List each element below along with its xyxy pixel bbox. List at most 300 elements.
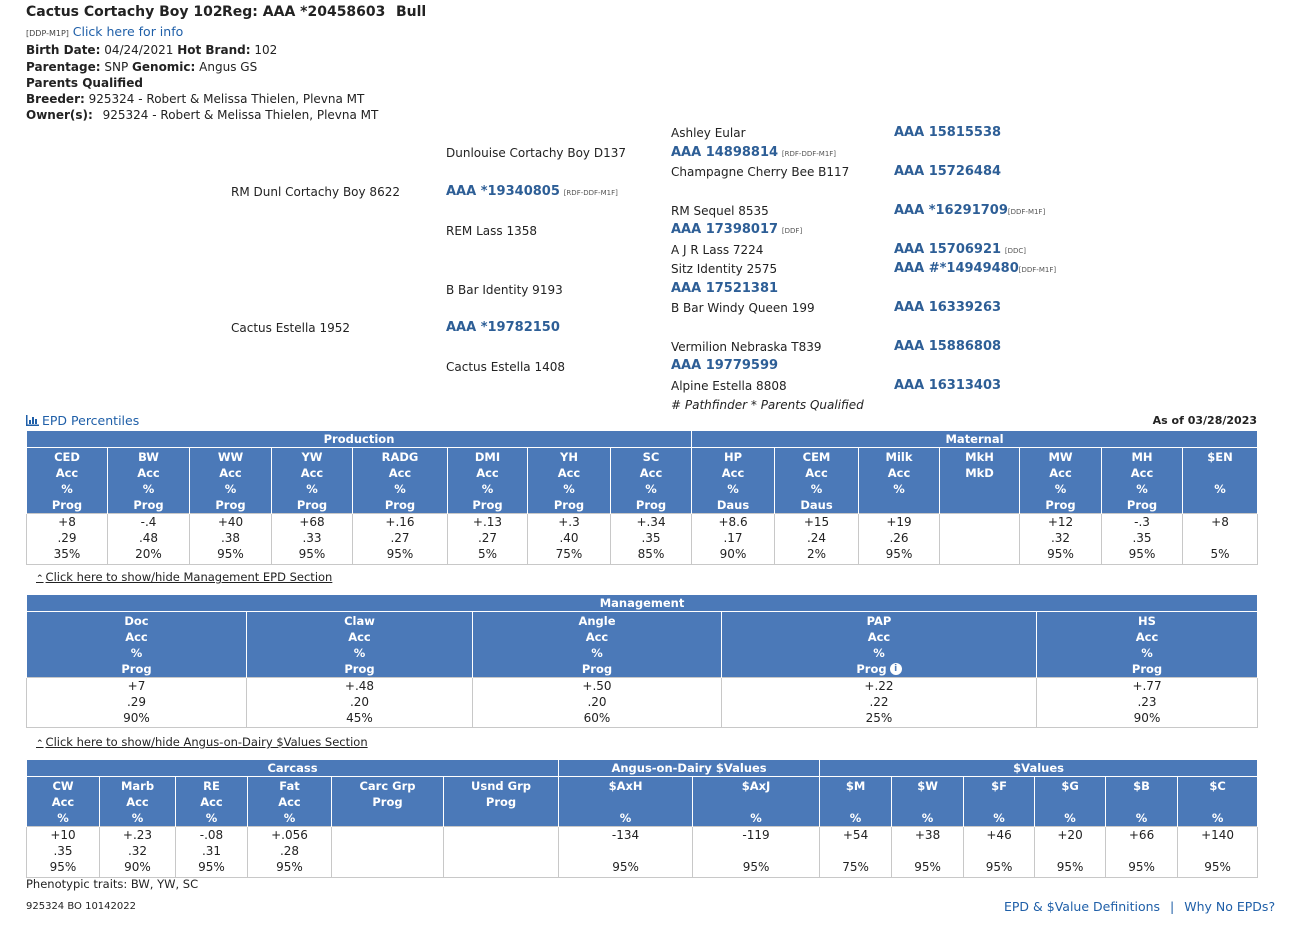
production-value-line: +40 <box>217 514 244 529</box>
production-value-cell <box>27 513 108 564</box>
management-header-line: % <box>130 645 143 660</box>
production-value-line: -.3 <box>1134 514 1150 529</box>
carcass-header-line: $B <box>1133 778 1150 793</box>
owner-value: 925324 - Robert & Melissa Thielen, Plevna MT <box>102 108 379 122</box>
production-value-line: .35 <box>641 530 661 545</box>
management-value-line: .22 <box>869 694 889 709</box>
carcass-value-line: -134 <box>611 827 640 842</box>
carcass-value-cell <box>820 826 892 877</box>
carcass-header-line: Acc <box>200 794 223 809</box>
pedigree-ss-reg[interactable]: AAA 14898814 <box>671 145 779 160</box>
management-value-line: +.50 <box>582 678 612 693</box>
production-header-line: Acc <box>1049 465 1072 480</box>
carcass-header-line: Marb <box>120 778 155 793</box>
production-header-line: Prog <box>133 497 164 512</box>
management-value-line: 25% <box>865 710 893 725</box>
production-value-cell <box>692 513 775 564</box>
carcass-header-cell <box>100 776 176 826</box>
carcass-value-line: +.23 <box>122 827 153 842</box>
production-value-line: -.4 <box>140 514 157 529</box>
pedigree-ssd-name: Champagne Cherry Bee B117 <box>671 165 850 179</box>
production-value-line: 95% <box>298 546 326 561</box>
birth-date-label: Birth Date: <box>26 43 101 57</box>
management-header-line: % <box>353 645 366 660</box>
carcass-header-line: $G <box>1061 778 1079 793</box>
carcass-header-line: Acc <box>126 794 149 809</box>
management-value-line: +7 <box>127 678 146 693</box>
production-header-line: HP <box>723 449 743 464</box>
pedigree-sd-reg[interactable]: AAA 17398017 <box>671 222 779 237</box>
carcass-value-line: 95% <box>1204 859 1231 874</box>
production-header-line: Prog <box>296 497 328 512</box>
production-header-cell <box>528 447 611 513</box>
management-header-line: Doc <box>124 613 149 628</box>
production-header-line: CEM <box>802 449 831 464</box>
pedigree-dss-codes: [DDF-M1F] <box>1018 266 1057 274</box>
carcass-header-line: $M <box>845 778 866 793</box>
epd-percentiles-link[interactable] <box>26 413 139 428</box>
management-value-line: 60% <box>583 710 611 725</box>
management-header-cell <box>473 611 722 677</box>
carcass-header-line: RE <box>203 778 220 793</box>
management-value-line: .20 <box>587 694 607 709</box>
production-header-line: WW <box>217 449 244 464</box>
carcass-header-line: $AxJ <box>741 778 771 793</box>
production-header-line: YW <box>301 449 323 464</box>
production-header-line: % <box>224 481 237 496</box>
animal-sex: Bull <box>396 4 427 20</box>
management-value-line: 45% <box>346 710 373 725</box>
carcass-header-line: % <box>1135 810 1148 825</box>
values-group-header: $Values <box>820 760 1258 776</box>
management-header-line: Prog <box>344 661 375 676</box>
parentage-value: SNP <box>104 60 129 74</box>
pedigree-ddd-name: Alpine Estella 8808 <box>671 379 787 393</box>
carcass-header-cell <box>964 776 1035 826</box>
production-value-cell <box>940 513 1020 564</box>
carcass-value-cell <box>1035 826 1106 877</box>
production-header-cell <box>190 447 272 513</box>
production-value-line: .17 <box>723 530 743 545</box>
pedigree-dd-reg[interactable]: AAA 19779599 <box>671 358 779 373</box>
carcass-header-cell <box>1178 776 1258 826</box>
carcass-value-line: +.056 <box>271 827 308 842</box>
pedigree-dds-reg[interactable]: AAA 15886808 <box>894 339 1002 354</box>
carcass-header-line: % <box>750 810 762 825</box>
hot-brand-value: 102 <box>254 43 278 57</box>
production-header-line: $EN <box>1207 449 1233 464</box>
production-value-line <box>940 530 1019 546</box>
carcass-header-line: % <box>921 810 934 825</box>
info-icon[interactable]: i <box>890 663 902 675</box>
carcass-value-cell <box>444 826 559 877</box>
carcass-header-line <box>964 794 1034 810</box>
carcass-header-line <box>1178 794 1257 810</box>
production-value-cell <box>1020 513 1102 564</box>
pedigree-dss-name: Sitz Identity 2575 <box>671 262 778 276</box>
carcass-value-cell <box>559 826 693 877</box>
management-value-line: +.22 <box>864 678 894 693</box>
management-value-line: +.48 <box>344 678 375 693</box>
production-header-line: Prog <box>215 497 246 512</box>
pedigree-sd-name: REM Lass 1358 <box>446 224 537 238</box>
carcass-header-cell <box>176 776 248 826</box>
production-header-cell <box>27 447 108 513</box>
production-value-line: 2% <box>806 546 827 561</box>
carcass-header-cell <box>892 776 964 826</box>
why-no-epds-link[interactable]: Why No EPDs? <box>1184 899 1276 914</box>
production-header-line: Acc <box>557 465 581 480</box>
carcass-group-header: Carcass <box>27 760 559 776</box>
production-value-line: 95% <box>1047 546 1074 561</box>
as-of-date: As of 03/28/2023 <box>1152 414 1257 427</box>
pedigree-ssd-reg[interactable]: AAA 15726484 <box>894 164 1002 179</box>
management-header-line: Acc <box>1135 629 1159 644</box>
production-header-line: % <box>1214 481 1226 496</box>
carcass-value-line: 95% <box>1128 859 1155 874</box>
production-value-line <box>1183 530 1257 546</box>
production-header-line: Acc <box>137 465 160 480</box>
double-chevron-up-icon: ⌃ <box>36 574 44 584</box>
production-header-line: Milk <box>885 449 913 464</box>
carcass-header-line: % <box>57 810 69 825</box>
carcass-value-line: .28 <box>279 843 300 858</box>
production-value-line: +19 <box>886 514 912 529</box>
pedigree-sds-reg[interactable]: AAA *16291709 <box>894 203 1008 218</box>
carcass-value-line: 95% <box>985 859 1013 874</box>
footer-separator: | <box>1170 899 1175 914</box>
carcass-header-line <box>892 794 963 810</box>
production-header-line: Acc <box>721 465 745 480</box>
production-header-line: % <box>810 481 823 496</box>
production-value-line: +.3 <box>558 514 580 529</box>
management-header-line: Prog <box>121 661 152 676</box>
production-header-cell <box>940 447 1020 513</box>
carcass-value-line <box>444 843 558 859</box>
management-table <box>26 595 1258 728</box>
carcass-header-cell <box>27 776 100 826</box>
pedigree-dd-name: Cactus Estella 1408 <box>446 360 566 374</box>
pedigree-dam-name: Cactus Estella 1952 <box>231 321 351 335</box>
registration-number: Reg: AAA *20458603 <box>222 4 386 20</box>
carcass-value-line <box>332 827 443 843</box>
production-header-line <box>1183 497 1257 513</box>
carcass-value-line <box>693 843 819 859</box>
carcass-value-line: +140 <box>1201 827 1235 842</box>
production-header-line: Daus <box>800 497 833 512</box>
management-header-line: PAP <box>866 613 892 628</box>
management-header-line: Prog <box>1131 661 1163 676</box>
carcass-value-cell <box>1178 826 1258 877</box>
production-header-line <box>859 497 939 513</box>
carcass-header-cell <box>1106 776 1178 826</box>
carcass-value-line: .31 <box>201 843 222 858</box>
management-header-line: Acc <box>348 629 371 644</box>
genetic-codes: [DDP-M1P] <box>26 29 69 38</box>
production-value-cell <box>448 513 528 564</box>
carcass-header-line <box>1035 794 1105 810</box>
carcass-value-line: +10 <box>50 827 76 842</box>
carcass-value-cell <box>1106 826 1178 877</box>
production-value-line: +.13 <box>472 514 503 529</box>
production-value-cell <box>353 513 448 564</box>
maternal-group-header: Maternal <box>692 431 1258 447</box>
carcass-header-cell <box>559 776 693 826</box>
production-header-line: % <box>142 481 155 496</box>
production-header-line: Daus <box>716 497 750 512</box>
management-value-cell <box>722 677 1037 727</box>
production-header-cell <box>108 447 190 513</box>
pedigree-ds-name: B Bar Identity 9193 <box>446 283 563 297</box>
carcass-header-line: Prog <box>372 794 403 809</box>
pedigree-dam-reg[interactable]: AAA *19782150 <box>446 320 560 335</box>
production-value-line: +8 <box>1211 514 1229 529</box>
management-toggle-label: Click here to show/hide Management EPD Section <box>45 570 333 584</box>
carcass-value-line: 95% <box>276 859 303 874</box>
genomic-value: Angus GS <box>199 60 258 74</box>
management-value-cell <box>1037 677 1258 727</box>
production-value-line: 5% <box>1210 546 1230 561</box>
management-value-cell <box>247 677 473 727</box>
info-link[interactable]: Click here for info <box>72 24 184 39</box>
pedigree-sdd-codes: [DDC] <box>1004 247 1027 255</box>
production-header-line: Prog <box>553 497 585 512</box>
carcass-value-line: 95% <box>1056 859 1084 874</box>
production-header-line: % <box>563 481 575 496</box>
production-value-cell <box>108 513 190 564</box>
carcass-value-line: -.08 <box>199 827 224 842</box>
management-header-line: Acc <box>867 629 891 644</box>
production-value-line: +12 <box>1047 514 1074 529</box>
carcass-header-line <box>332 810 443 826</box>
parentage-label: Parentage: <box>26 60 101 74</box>
management-value-line: .20 <box>349 694 370 709</box>
management-header-line: % <box>591 645 603 660</box>
management-header-cell <box>247 611 473 677</box>
production-value-line: 90% <box>719 546 747 561</box>
pedigree-ddd-reg[interactable]: AAA 16313403 <box>894 378 1002 393</box>
production-value-line: +8.6 <box>718 514 748 529</box>
pedigree-sss-reg[interactable]: AAA 15815538 <box>894 125 1002 140</box>
production-header-line: SC <box>642 449 660 464</box>
production-header-line: Acc <box>1130 465 1154 480</box>
production-header-line: % <box>481 481 494 496</box>
carcass-header-line <box>559 794 692 810</box>
production-value-line: .29 <box>57 530 77 545</box>
production-header-line: Prog <box>635 497 667 512</box>
carcass-value-line <box>444 859 558 875</box>
management-toggle-link[interactable] <box>36 570 332 584</box>
management-header-cell <box>1037 611 1258 677</box>
dairy-toggle-link[interactable] <box>36 735 368 749</box>
carcass-value-line: .32 <box>127 843 148 858</box>
carcass-value-line: 95% <box>198 859 225 874</box>
carcass-values-table <box>26 760 1258 878</box>
carcass-header-cell <box>248 776 332 826</box>
breeder-value: 925324 - Robert & Melissa Thielen, Plevna MT <box>88 92 365 106</box>
management-header-line: Claw <box>344 613 375 628</box>
management-header-line: Acc <box>125 629 148 644</box>
carcass-header-line: % <box>1211 810 1224 825</box>
carcass-value-line: 90% <box>124 859 151 874</box>
production-header-line: Acc <box>476 465 499 480</box>
production-header-line: BW <box>138 449 159 464</box>
management-value-line: +.77 <box>1132 678 1162 693</box>
carcass-header-line: % <box>283 810 296 825</box>
hot-brand-label: Hot Brand: <box>177 43 251 57</box>
pedigree-sdd-reg[interactable]: AAA 15706921 <box>894 242 1002 257</box>
pedigree-dss-reg[interactable]: AAA #*14949480 <box>894 261 1019 276</box>
production-header-cell <box>1183 447 1258 513</box>
production-header-cell <box>353 447 448 513</box>
management-header-line: Prog <box>581 661 613 676</box>
production-value-cell <box>190 513 272 564</box>
pedigree-sd-codes: [DDF] <box>781 227 803 235</box>
dairy-group-header: Angus-on-Dairy $Values <box>559 760 820 776</box>
carcass-header-line: $AxH <box>608 778 643 793</box>
production-header-line: Prog <box>472 497 503 512</box>
production-header-line: MkD <box>965 465 994 480</box>
production-value-line: 95% <box>386 546 414 561</box>
owner-label: Owner(s): <box>26 108 93 122</box>
production-header-line: Prog <box>384 497 416 512</box>
birth-date-row <box>26 43 277 57</box>
carcass-value-cell <box>892 826 964 877</box>
carcass-header-cell <box>1035 776 1106 826</box>
report-code: 925324 BO 10142022 <box>26 901 136 912</box>
production-header-cell <box>611 447 692 513</box>
production-header-line <box>940 481 1019 497</box>
carcass-header-line: % <box>993 810 1005 825</box>
carcass-header-line: % <box>849 810 862 825</box>
production-value-line: 20% <box>135 546 162 561</box>
carcass-value-line: 75% <box>842 859 869 874</box>
carcass-header-cell <box>693 776 820 826</box>
production-header-line: Acc <box>219 465 242 480</box>
carcass-value-line: +20 <box>1057 827 1083 842</box>
pedigree-dds-name: Vermilion Nebraska T839 <box>671 340 822 354</box>
carcass-value-cell <box>176 826 248 877</box>
production-header-line: MH <box>1131 449 1153 464</box>
pedigree-ss-codes: [RDF-DDF-M1F] <box>781 150 837 158</box>
parents-qualified: Parents Qualified <box>26 76 143 90</box>
pedigree-ss-name: Dunlouise Cortachy Boy D137 <box>446 146 626 160</box>
production-header-cell <box>859 447 940 513</box>
production-header-line: Acc <box>55 465 79 480</box>
management-header-line: Acc <box>585 629 609 644</box>
production-value-line: +8 <box>58 514 76 529</box>
production-value-line: .33 <box>302 530 322 545</box>
production-header-cell <box>775 447 859 513</box>
production-value-line: .27 <box>390 530 410 545</box>
production-header-line: Prog <box>1045 497 1076 512</box>
carcass-value-line <box>820 843 891 859</box>
production-value-line: +68 <box>299 514 325 529</box>
production-group-header: Production <box>27 431 692 447</box>
production-header-line: DMI <box>474 449 501 464</box>
bar-chart-icon <box>26 415 39 426</box>
pedigree-sss-name: Ashley Eular <box>671 126 746 140</box>
production-value-line: 35% <box>53 546 81 561</box>
carcass-value-line: 95% <box>914 859 941 874</box>
production-header-line: Prog <box>51 497 83 512</box>
pedigree-dsd-name: B Bar Windy Queen 199 <box>671 301 815 315</box>
footer-links <box>1004 899 1275 914</box>
production-value-line: 95% <box>885 546 913 561</box>
production-value-line: .35 <box>1132 530 1152 545</box>
management-value-line: .23 <box>1137 694 1157 709</box>
pedigree-dsd-reg[interactable]: AAA 16339263 <box>894 300 1002 315</box>
carcass-value-line <box>332 859 443 875</box>
pedigree-sire-reg[interactable]: AAA *19340805 <box>446 184 560 199</box>
production-header-cell <box>1020 447 1102 513</box>
production-header-line: % <box>61 481 73 496</box>
management-header-line: % <box>873 645 885 660</box>
production-value-line: .27 <box>477 530 498 545</box>
carcass-value-line <box>1035 843 1105 859</box>
carcass-value-cell <box>248 826 332 877</box>
carcass-header-line: $W <box>917 778 938 793</box>
production-header-line: % <box>727 481 739 496</box>
carcass-value-line <box>332 843 443 859</box>
management-value-line: .29 <box>126 694 147 709</box>
production-value-line: +15 <box>803 514 830 529</box>
production-value-line: +.34 <box>636 514 666 529</box>
production-value-cell <box>272 513 353 564</box>
definitions-link[interactable]: EPD & $Value Definitions <box>1004 899 1161 914</box>
carcass-value-line: +54 <box>842 827 869 842</box>
breeder-row <box>26 92 364 106</box>
pedigree-ds-reg[interactable]: AAA 17521381 <box>671 281 779 296</box>
management-header-line: HS <box>1138 613 1156 628</box>
carcass-value-line <box>964 843 1034 859</box>
carcass-value-line <box>444 827 558 843</box>
birth-date-value: 04/24/2021 <box>104 43 174 57</box>
carcass-value-line <box>559 843 692 859</box>
pedigree-sdd-name: A J R Lass 7224 <box>671 243 764 257</box>
carcass-header-cell <box>444 776 559 826</box>
pedigree-legend: # Pathfinder * Parents Qualified <box>671 398 864 412</box>
production-value-line: .48 <box>138 530 159 545</box>
carcass-header-line: Prog <box>485 794 517 809</box>
production-header-line <box>1183 465 1257 481</box>
carcass-value-line <box>1106 843 1177 859</box>
production-value-line: .24 <box>806 530 827 545</box>
owner-row <box>26 108 378 122</box>
carcass-value-line: +46 <box>986 827 1012 842</box>
carcass-header-line: Carc Grp <box>359 778 416 793</box>
production-value-cell <box>775 513 859 564</box>
phenotypic-traits: Phenotypic traits: BW, YW, SC <box>26 877 199 891</box>
carcass-value-line: -119 <box>742 827 770 842</box>
carcass-value-cell <box>693 826 820 877</box>
pedigree-sds-name: RM Sequel 8535 <box>671 204 769 218</box>
breeder-label: Breeder: <box>26 92 85 106</box>
production-header-line: % <box>306 481 318 496</box>
production-header-line: % <box>1136 481 1148 496</box>
production-header-line: % <box>893 481 905 496</box>
production-header-line: Acc <box>639 465 663 480</box>
management-header-line: Angle <box>578 613 616 628</box>
management-header-line: % <box>1141 645 1153 660</box>
production-value-cell <box>1102 513 1183 564</box>
carcass-header-line: % <box>1064 810 1076 825</box>
production-value-line: .32 <box>1050 530 1071 545</box>
production-value-line <box>940 514 1019 530</box>
production-header-line: Acc <box>388 465 412 480</box>
production-value-line <box>940 546 1019 562</box>
animal-name: Cactus Cortachy Boy 102 <box>26 4 223 20</box>
